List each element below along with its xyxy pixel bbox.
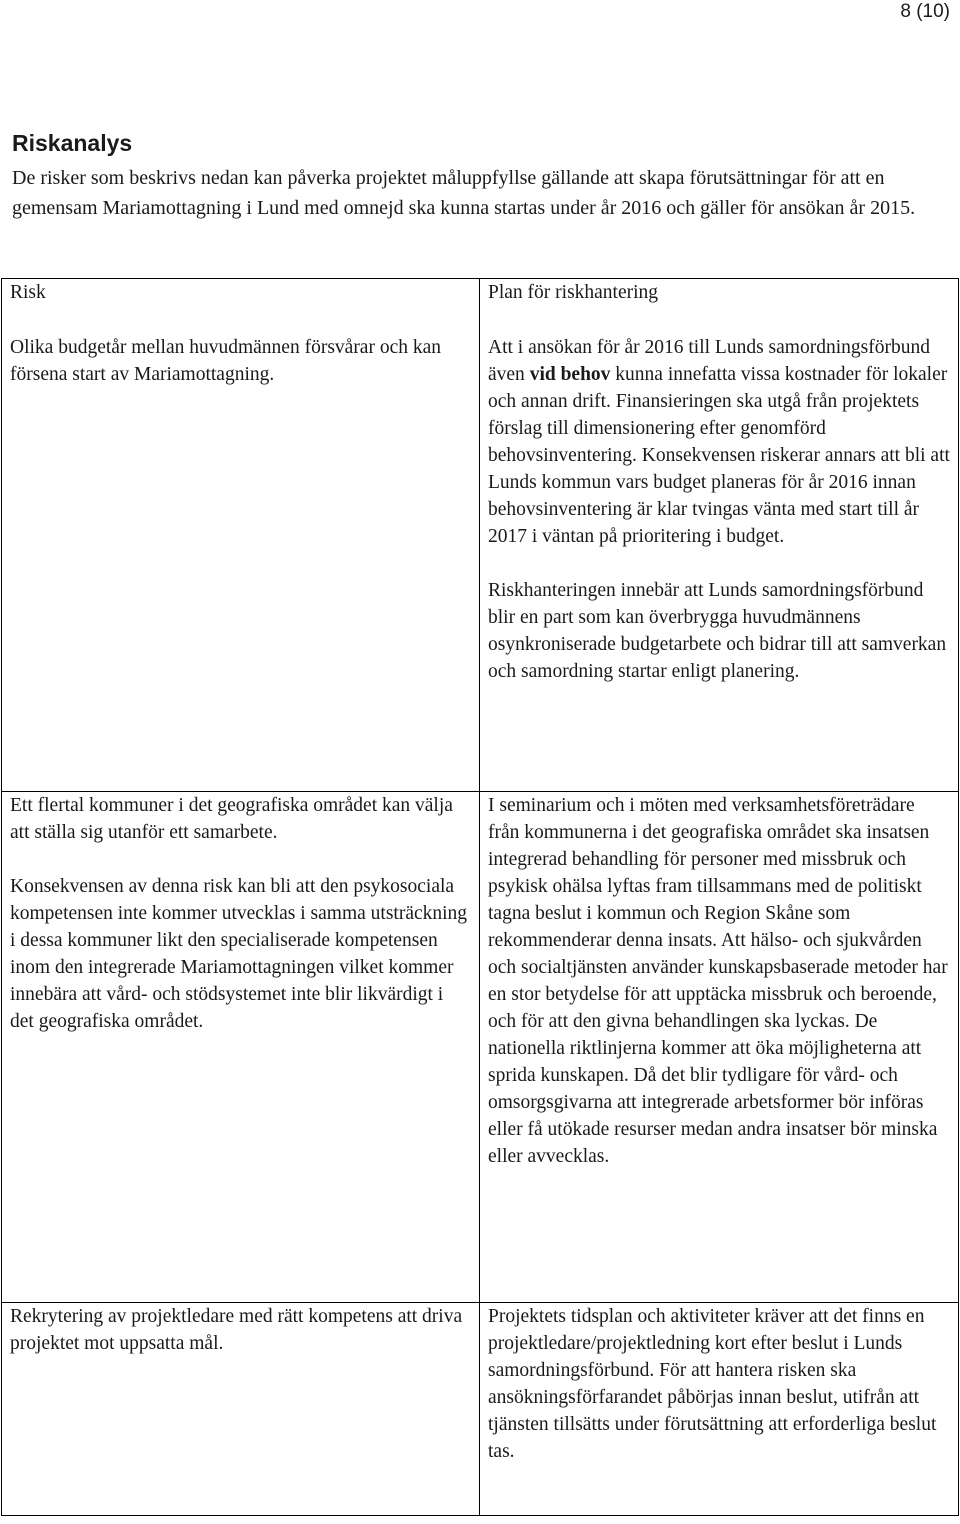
table-row: [2, 792, 959, 1303]
risk-table: [1, 278, 959, 1516]
plan-text-emphasis: vid behov: [529, 364, 611, 385]
risk-text: Olika budgetår mellan huvudmännen försvårar och kan försena start av Mariamottagning.: [10, 337, 442, 385]
page-title: Riskanalys: [12, 130, 133, 156]
risk-column-header: Risk: [10, 282, 46, 303]
plan-text: [488, 334, 950, 550]
plan-text-part: Att i ansökan för år 2016 till Lunds samordningsförbund även: [488, 337, 930, 385]
intro-paragraph: De risker som beskrivs nedan kan påverka projektet måluppfyllse gällande att skapa förutsättningar för att en gemensam Mariamottagning i Lund med omnejd ska kunna startas under år 2016 och gäller för ansökan år 2015.: [12, 167, 916, 219]
plan-text-part: kunna innefatta vissa kostnader för lokaler och annan drift. Finansieringen ska utgå från projektets förslag till dimensionering efter genomförd behovsinventering. Konsekvensen riskerar annars att bli att Lunds kommun vars budget planeras för år 2016 innan behovsinventering är klar tvingas vänta med start till år 2017 i väntan på prioritering i budget.: [488, 364, 950, 547]
plan-text: Riskhanteringen innebär att Lunds samordningsförbund blir en part som kan överbrygga huvudmännens osynkroniserade budgetarbete och bidrar till att samverkan och samordning startar enligt planering.: [488, 580, 947, 682]
risk-text: Rekrytering av projektledare med rätt kompetens att driva projektet mot uppsatta mål.: [10, 1306, 463, 1354]
risk-cell: [2, 792, 480, 1303]
table-row: [2, 1303, 959, 1516]
risk-cell: [2, 1303, 480, 1516]
plan-text: I seminarium och i möten med verksamhetsföreträdare från kommunerna i det geografiska området ska insatsen integrerad behandling för personer med missbruk och psykisk ohälsa lyftas fram tillsammans med de politiskt tagna beslut i kommun och Region Skåne som rekommenderar denna insats. Att hälso- och sjukvården och socialtjänsten använder kunskapsbaserade metoder har en stor betydelse för att upptäcka missbruk och beroende, och för att den givna behandlingen ska lyckas. De nationella riktlinjerna kommer att öka möjligheterna att sprida kunskapen. Då det blir tydligare för vård- och omsorgsgivarna att integrerade arbetsformer bör införas eller få utökade resurser medan andra insatser bör minska eller avvecklas.: [488, 795, 948, 1167]
plan-cell: [480, 279, 959, 792]
risk-cell: [2, 279, 480, 792]
plan-column-header: Plan för riskhantering: [488, 282, 659, 303]
page-number: 8 (10): [900, 1, 950, 22]
risk-consequence-text: Konsekvensen av denna risk kan bli att den psykosociala kompetensen inte kommer utvecklas i samma utsträckning i dessa kommuner likt den specialiserade kompetensen inom den integrerade Mariamottagningen vilket kommer innebära att vård- och stödsystemet inte blir likvärdigt i det geografiska området.: [10, 876, 468, 1032]
table-row: [2, 279, 959, 792]
plan-cell: [480, 792, 959, 1303]
plan-cell: [480, 1303, 959, 1516]
risk-text: Ett flertal kommuner i det geografiska området kan välja att ställa sig utanför ett samarbete.: [10, 795, 453, 843]
plan-text: Projektets tidsplan och aktiviteter kräver att det finns en projektledare/projektledning kort efter beslut i Lunds samordningsförbund. För att hantera risken ska ansökningsförfarandet påbörjas innan beslut, utifrån att tjänsten tillsätts under förutsättning att erforderliga beslut tas.: [488, 1306, 937, 1462]
